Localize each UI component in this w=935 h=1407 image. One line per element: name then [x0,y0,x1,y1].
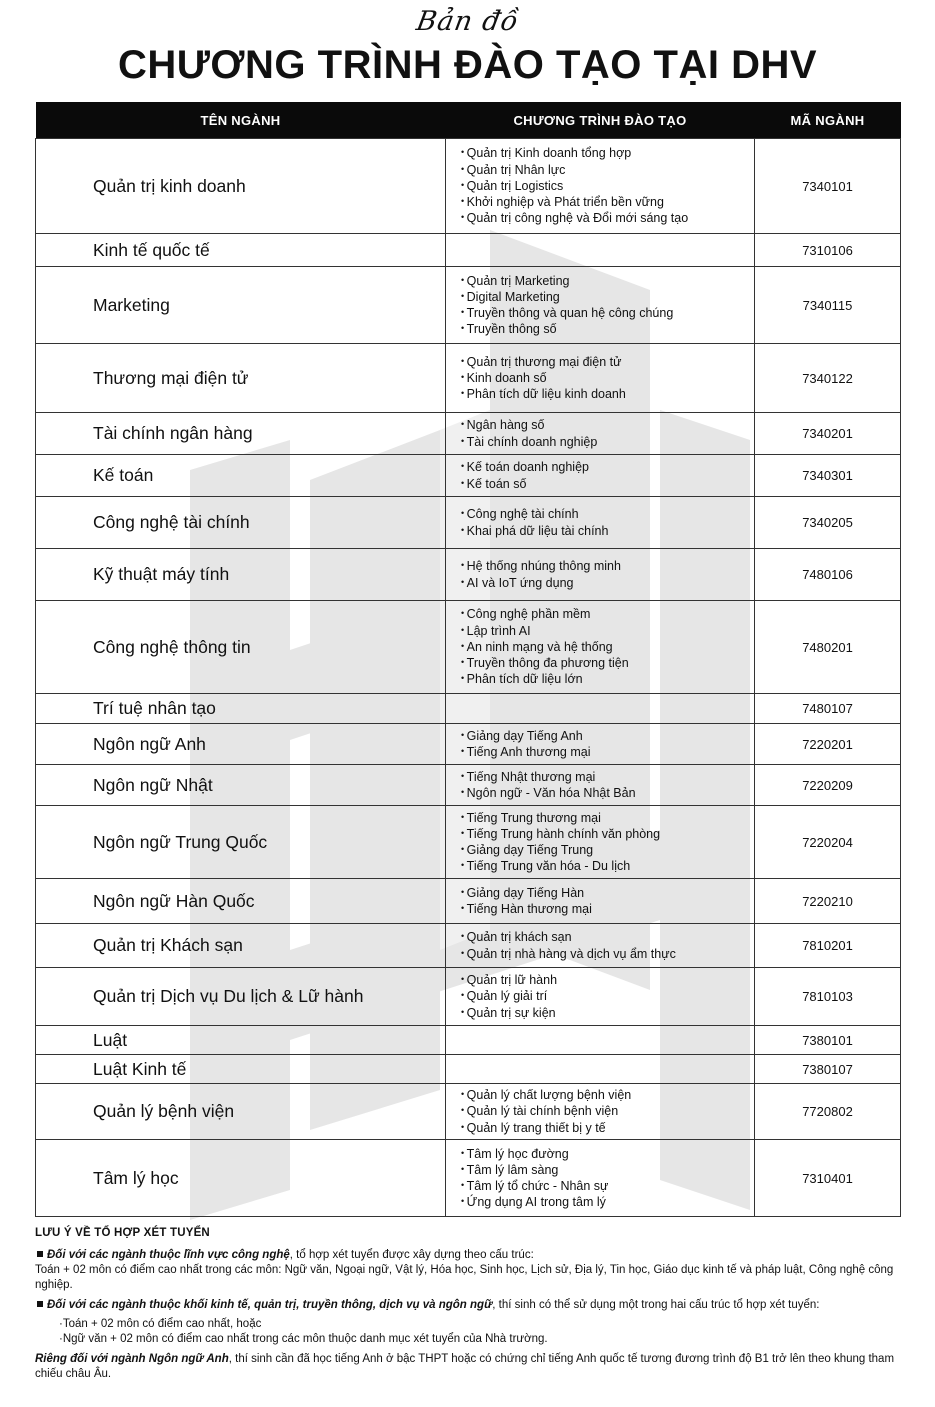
program-item [461,1178,754,1194]
note-item-technology-detail: Toán + 02 môn có điểm cao nhất trong các môn: Ngữ văn, Ngoại ngữ, Vật lý, Hóa học, Sinh học, Lịch sử, Địa lý, Tin học, Giáo dục kinh tế và pháp luật, Công nghệ công nghiệp. [35,1264,894,1291]
program-list-cell [446,234,755,267]
program-item-label: Khai phá dữ liệu tài chính [466,523,609,538]
program-item [461,1146,754,1162]
table-row [36,968,901,1026]
program-item-label: Hệ thống nhúng thông minh [466,559,621,574]
program-item [461,434,754,450]
page-header [0,0,935,100]
program-item-label: Quản trị sự kiện [466,1005,556,1020]
program-item [461,606,754,622]
table-row [36,1084,901,1140]
program-item-label: Truyền thông số [466,322,557,337]
program-item [461,476,754,492]
program-item-label: Quản trị khách sạn [466,930,572,945]
program-item [461,370,754,386]
major-code: 7720802 [755,1084,901,1140]
major-name: Ngôn ngữ Anh [36,724,446,765]
program-item-label: Quản lý giải trí [466,989,548,1004]
program-item-label: Tiếng Hàn thương mại [466,902,592,916]
major-name: Quản trị Dịch vụ Du lịch & Lữ hành [36,968,446,1026]
program-item-label: Kinh doanh số [466,370,547,385]
program-list [461,972,754,1021]
table-row [36,267,901,344]
table-row [36,455,901,497]
major-name: Quản trị kinh doanh [36,139,446,234]
program-item-label: Quản trị Nhân lực [466,162,566,177]
note-item-economics-text: , thí sinh có thể sử dụng một trong hai cấu trúc tổ hợp xét tuyển: [492,1299,820,1311]
major-code: 7220204 [755,806,901,879]
program-list-cell [446,1026,755,1055]
major-code: 7340122 [755,344,901,413]
program-item-label: An ninh mạng và hệ thống [466,639,613,654]
program-item [461,946,754,962]
program-item [461,1194,754,1210]
table-row [36,1055,901,1084]
program-list [461,810,754,875]
major-name: Quản trị Khách sạn [36,924,446,968]
program-item [461,194,754,210]
major-name: Luật Kinh tế [36,1055,446,1084]
major-name: Ngôn ngữ Hàn Quốc [36,879,446,924]
major-name: Luật [36,1026,446,1055]
note-item-english-text: , thí sinh cần đã học tiếng Anh ở bậc THPT hoặc có chứng chỉ tiếng Anh quốc tế tương đương trình độ B1 trở lên theo khung tham chiếu châu Âu. [35,1353,895,1380]
program-item-label: Tiếng Trung hành chính văn phòng [466,826,661,841]
program-item-label: Tiếng Trung thương mại [466,810,601,825]
program-list [461,606,754,687]
program-item [461,417,754,433]
program-list-cell [446,139,755,234]
table-row [36,806,901,879]
program-list-cell [446,413,755,455]
program-list-cell [446,879,755,924]
program-item [461,162,754,178]
major-name: Kinh tế quốc tế [36,234,446,267]
program-list [461,728,754,760]
table-row [36,1026,901,1055]
program-item-label: Kế toán doanh nghiệp [466,460,589,475]
table-row [36,1140,901,1217]
major-code: 7480107 [755,694,901,724]
program-item [461,305,754,321]
table-row [36,413,901,455]
table-row [36,879,901,924]
program-list [461,769,754,801]
major-code: 7310401 [755,1140,901,1217]
program-item-label: Quản trị thương mại điện tử [466,354,622,369]
program-list-cell [446,806,755,879]
program-item-label: Lập trình AI [466,623,531,638]
major-name: Thương mại điện tử [36,344,446,413]
major-name: Công nghệ thông tin [36,601,446,694]
program-item [461,459,754,475]
major-code: 7310106 [755,234,901,267]
major-name: Quản lý bệnh viện [36,1084,446,1140]
note-sub-item-math: ·Toán + 02 môn có điểm cao nhất, hoặc [59,1318,262,1330]
program-list-cell [446,1140,755,1217]
program-item-label: Tiếng Anh thương mại [466,745,591,759]
major-name: Kỹ thuật máy tính [36,549,446,601]
square-bullet-icon [37,1301,43,1307]
program-list [461,558,754,590]
table-row [36,601,901,694]
program-item-label: Giảng dạy Tiếng Hàn [466,885,585,900]
note-item-english [35,1352,905,1382]
program-item [461,671,754,687]
program-list-cell [446,344,755,413]
note-sub-item-literature: ·Ngữ văn + 02 môn có điểm cao nhất trong các môn thuộc danh mục xét tuyển của Nhà trường. [59,1333,548,1345]
program-item-label: Truyền thông và quan hệ công chúng [466,306,674,320]
program-item-label: Công nghệ tài chính [466,507,579,522]
major-code: 7380101 [755,1026,901,1055]
program-list-cell [446,924,755,968]
major-code: 7340115 [755,267,901,344]
program-item-label: Quản trị Logistics [466,178,564,193]
major-code: 7340101 [755,139,901,234]
program-item-label: Công nghệ phần mềm [466,607,591,622]
major-code: 7810103 [755,968,901,1026]
major-name: Ngôn ngữ Trung Quốc [36,806,446,879]
major-code: 7810201 [755,924,901,968]
program-item [461,506,754,522]
program-item-label: Phân tích dữ liệu kinh doanh [466,387,626,402]
program-item-label: Quản trị Kinh doanh tổng hợp [466,146,632,161]
program-item [461,988,754,1004]
admission-notes [35,1226,905,1382]
program-item-label: Tâm lý tổ chức - Nhân sự [466,1179,609,1193]
program-item-label: Quản trị lữ hành [466,973,558,988]
major-name: Ngôn ngữ Nhật [36,765,446,806]
program-list-cell [446,455,755,497]
program-item-label: Ngân hàng số [466,418,545,433]
major-code: 7220201 [755,724,901,765]
table-body [36,139,901,1217]
program-list [461,885,754,917]
program-list-cell [446,1055,755,1084]
program-item [461,575,754,591]
program-item-label: Quản trị nhà hàng và dịch vụ ẩm thực [466,946,676,961]
program-list-cell [446,267,755,344]
column-header-major-name: TÊN NGÀNH [36,102,446,139]
program-list [461,929,754,961]
program-item-label: Quản lý chất lượng bệnh viện [466,1088,632,1103]
note-item-economics-heading: Đối với các ngành thuộc khối kinh tế, quản trị, truyền thông, dịch vụ và ngôn ngữ [47,1299,493,1311]
program-item-label: Tài chính doanh nghiệp [466,434,598,449]
program-list [461,354,754,403]
program-item [461,901,754,917]
program-item [461,858,754,874]
program-item [461,810,754,826]
major-name: Marketing [36,267,446,344]
program-item [461,558,754,574]
program-item-label: Tiếng Trung văn hóa - Du lịch [466,859,631,874]
major-code: 7340205 [755,497,901,549]
table-row [36,344,901,413]
program-item [461,386,754,402]
program-list [461,506,754,538]
program-list [461,417,754,449]
program-item [461,1005,754,1021]
column-header-programs: CHƯƠNG TRÌNH ĐÀO TẠO [446,102,755,139]
major-code: 7480201 [755,601,901,694]
major-code: 7380107 [755,1055,901,1084]
program-item [461,728,754,744]
program-item-label: Quản lý tài chính bệnh viện [466,1104,619,1119]
major-code: 7340301 [755,455,901,497]
program-item [461,929,754,945]
program-list-cell [446,601,755,694]
major-name: Tâm lý học [36,1140,446,1217]
major-code: 7220209 [755,765,901,806]
program-item-label: Quản trị công nghệ và Đổi mới sáng tạo [466,211,689,226]
program-list [461,459,754,491]
program-item [461,523,754,539]
major-name: Công nghệ tài chính [36,497,446,549]
major-name: Kế toán [36,455,446,497]
program-item [461,145,754,161]
program-item-label: Truyền thông đa phương tiện [466,656,629,671]
table-row [36,924,901,968]
program-item-label: Tâm lý học đường [466,1146,569,1161]
program-item [461,972,754,988]
program-item [461,289,754,305]
program-list-cell [446,724,755,765]
major-code: 7480106 [755,549,901,601]
program-item [461,826,754,842]
table-row [36,139,901,234]
note-item-technology-text: , tổ hợp xét tuyển được xây dựng theo cấu trúc: [289,1249,534,1261]
program-list-cell [446,549,755,601]
program-item-label: Tiếng Nhật thương mại [466,769,596,784]
major-code: 7340201 [755,413,901,455]
major-code: 7220210 [755,879,901,924]
program-list-cell [446,694,755,724]
major-name: Trí tuệ nhân tạo [36,694,446,724]
program-item [461,639,754,655]
program-item [461,321,754,337]
table-row [36,549,901,601]
program-item [461,1120,754,1136]
note-item-english-heading: Riêng đối với ngành Ngôn ngữ Anh [35,1353,229,1365]
note-item-economics [35,1298,905,1313]
program-item [461,1087,754,1103]
program-item [461,623,754,639]
program-item-label: Digital Marketing [466,289,560,304]
program-item [461,1162,754,1178]
note-item-technology-heading: Đối với các ngành thuộc lĩnh vực công nghệ [47,1249,290,1261]
program-item [461,210,754,226]
program-list [461,1087,754,1136]
program-list-cell [446,497,755,549]
program-list-cell [446,1084,755,1140]
program-item [461,655,754,671]
notes-title: LƯU Ý VỀ TỔ HỢP XÉT TUYỂN [35,1227,210,1239]
program-item-label: Tâm lý lâm sàng [466,1162,559,1177]
program-item-label: Giảng dạy Tiếng Trung [466,843,594,857]
program-list [461,273,754,338]
square-bullet-icon [37,1251,43,1257]
table-header-row [36,102,901,139]
program-list [461,1146,754,1211]
table-row [36,234,901,267]
program-item-label: Quản lý trang thiết bị y tế [466,1120,606,1135]
program-item [461,885,754,901]
note-item-technology [35,1248,905,1263]
column-header-major-code: MÃ NGÀNH [755,102,901,139]
programs-table [35,102,901,1217]
program-item-label: Ngôn ngữ - Văn hóa Nhật Bản [466,786,636,800]
program-item [461,769,754,785]
program-item-label: Giảng dạy Tiếng Anh [466,728,583,743]
program-list [461,145,754,226]
program-item-label: AI và IoT ứng dụng [466,575,574,590]
program-item [461,273,754,289]
table-row [36,765,901,806]
major-name: Tài chính ngân hàng [36,413,446,455]
program-item [461,178,754,194]
program-item-label: Khởi nghiệp và Phát triển bền vững [466,195,664,210]
table-row [36,694,901,724]
table-row [36,724,901,765]
program-item [461,354,754,370]
program-item [461,842,754,858]
program-list-cell [446,765,755,806]
program-item-label: Quản trị Marketing [466,273,570,288]
page-subtitle: Bản đồ [413,6,522,37]
program-item-label: Kế toán số [466,476,527,491]
table-row [36,497,901,549]
program-item-label: Phân tích dữ liệu lớn [466,672,583,687]
program-item-label: Ứng dụng AI trong tâm lý [466,1195,606,1210]
page-title: CHƯƠNG TRÌNH ĐÀO TẠO TẠI DHV [117,43,818,87]
program-item [461,744,754,760]
program-item [461,1103,754,1119]
program-list-cell [446,968,755,1026]
program-item [461,785,754,801]
